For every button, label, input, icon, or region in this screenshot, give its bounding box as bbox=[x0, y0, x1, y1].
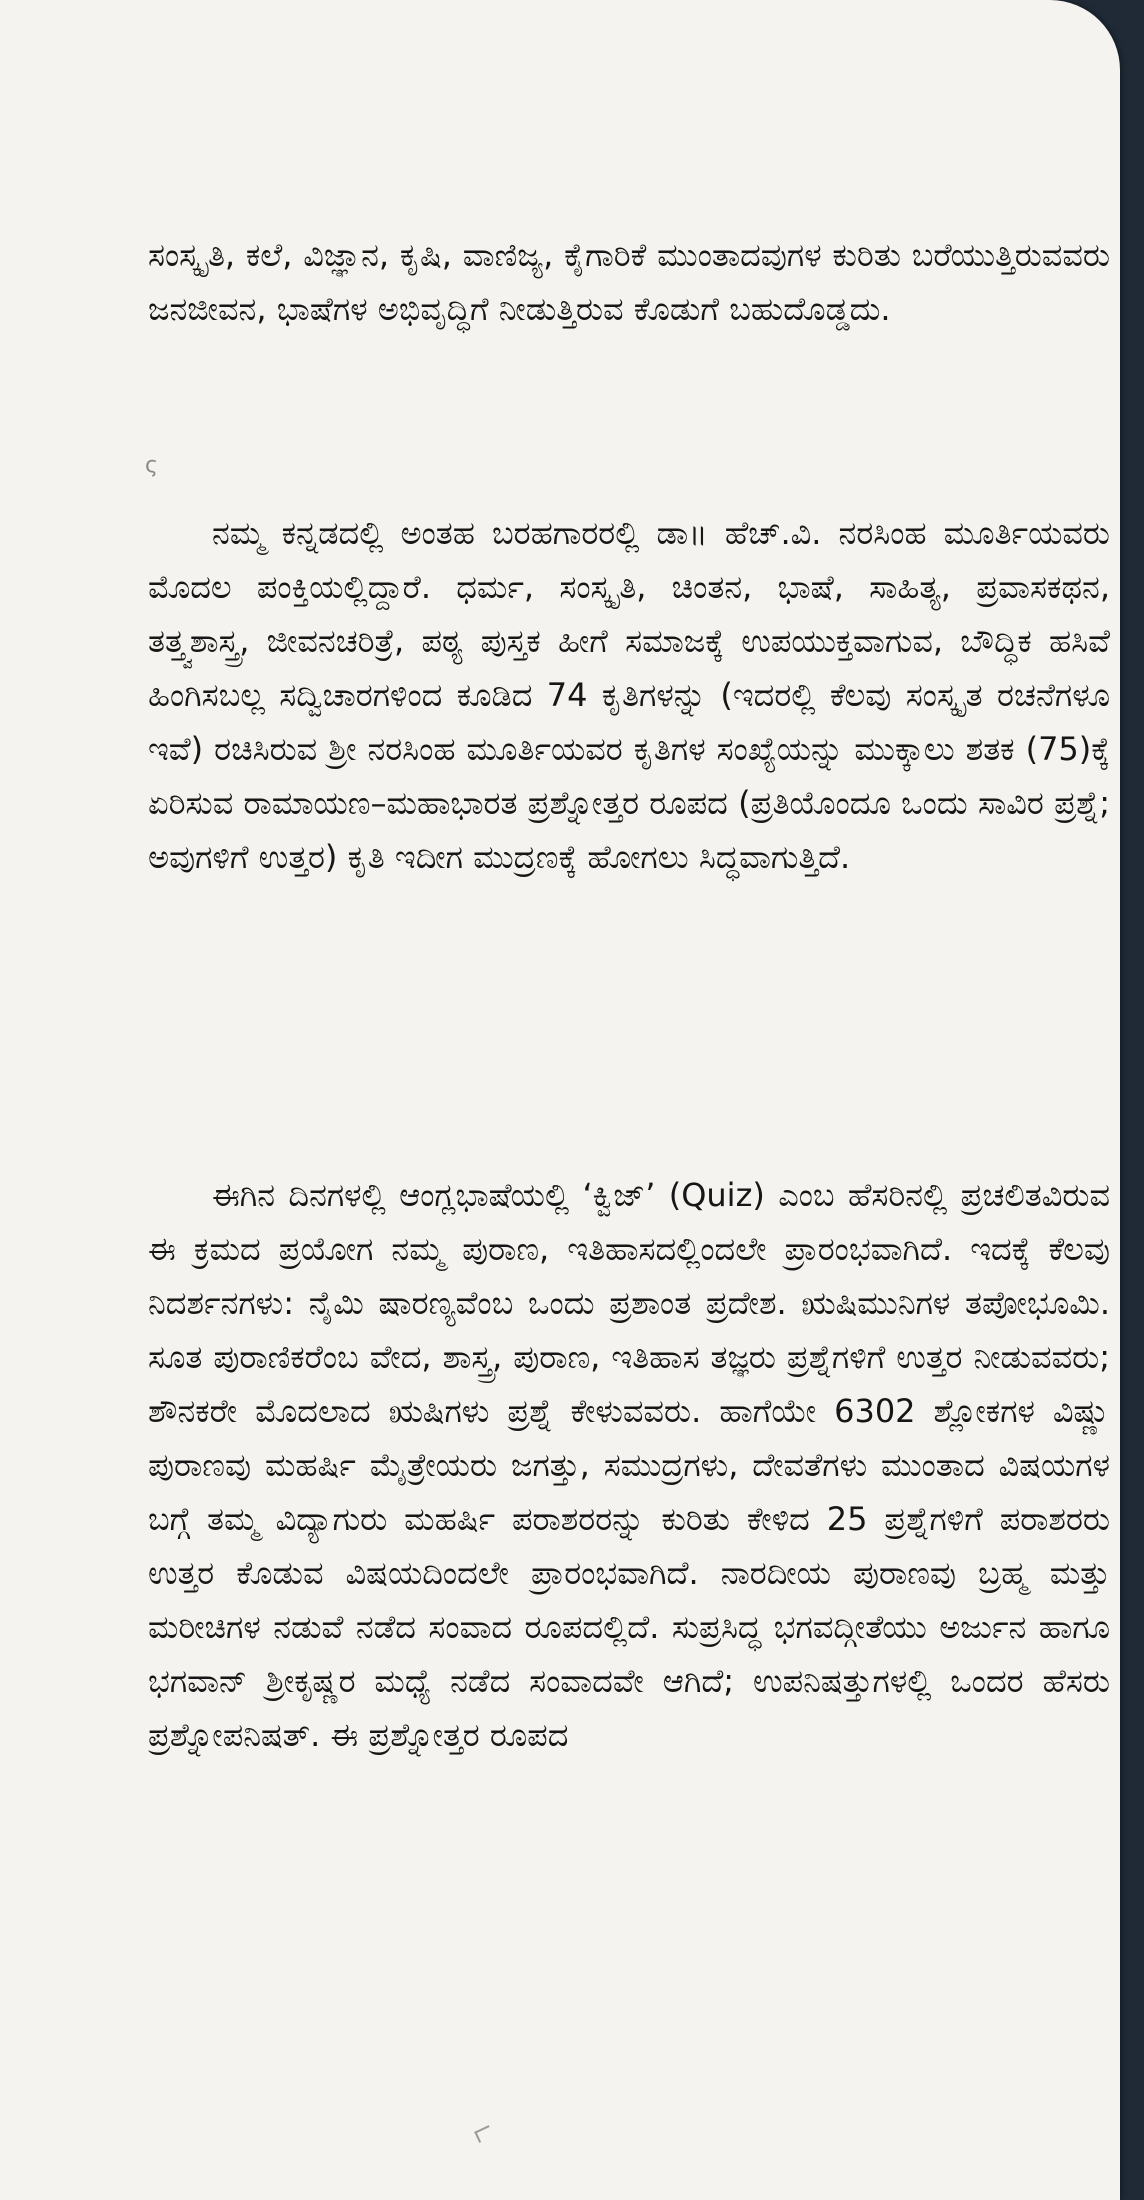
paragraph-1: ಸಂಸ್ಕೃತಿ, ಕಲೆ, ವಿಜ್ಞಾನ, ಕೃಷಿ, ವಾಣಿಜ್ಯ, ಕೈಗಾರಿಕೆ ಮುಂತಾದವುಗಳ ಕುರಿತು ಬರೆಯುತ್ತಿರುವವರು ಜನಜೀವನ, ಭಾಷೆಗಳ ಅಭಿವೃದ್ಧಿಗೆ ನೀಡುತ್ತಿರುವ ಕೊಡುಗೆ ಬಹುದೊಡ್ಡದು. bbox=[148, 236, 1110, 328]
page-speck-mark bbox=[474, 2125, 494, 2143]
paragraph-2: ನಮ್ಮ ಕನ್ನಡದಲ್ಲಿ ಅಂತಹ ಬರಹಗಾರರಲ್ಲಿ ಡಾ॥ ಹೆಚ್.ವಿ. ನರಸಿಂಹ ಮೂರ್ತಿಯವರು ಮೊದಲ ಪಂಕ್ತಿಯಲ್ಲಿದ್ದಾರೆ. ಧರ್ಮ, ಸಂಸ್ಕೃತಿ, ಚಿಂತನ, ಭಾಷೆ, ಸಾಹಿತ್ಯ, ಪ್ರವಾಸಕಥನ, ತತ್ತ್ವಶಾಸ್ತ್ರ, ಜೀವನಚರಿತ್ರೆ, ಪಠ್ಯ ಪುಸ್ತಕ ಹೀಗೆ ಸಮಾಜಕ್ಕೆ ಉಪಯುಕ್ತವಾಗುವ, ಬೌದ್ಧಿಕ ಹಸಿವೆ ಹಿಂಗಿಸಬಲ್ಲ ಸದ್ವಿಚಾರಗಳಿಂದ ಕೂಡಿದ 74 ಕೃತಿಗಳನ್ನು (ಇದರಲ್ಲಿ ಕೆಲವು ಸಂಸ್ಕೃತ ರಚನೆಗಳೂ ಇವೆ) ರಚಿಸಿರುವ ಶ್ರೀ ನರಸಿಂಹ ಮೂರ್ತಿಯವರ ಕೃತಿಗಳ ಸಂಖ್ಯೆಯನ್ನು ಮುಕ್ಕಾಲು ಶತಕ (75)ಕ್ಕೆ ಏರಿಸುವ ರಾಮಾಯಣ–ಮಹಾಭಾರತ ಪ್ರಶ್ನೋತ್ತರ ರೂಪದ (ಪ್ರತಿಯೊಂದೂ ಒಂದು ಸಾವಿರ ಪ್ರಶ್ನೆ; ಅವುಗಳಿಗೆ ಉತ್ತರ) ಕೃತಿ ಇದೀಗ ಮುದ್ರಣಕ್ಕೆ ಹೋಗಲು ಸಿದ್ಧವಾಗುತ್ತಿದೆ. bbox=[148, 514, 1110, 876]
margin-mark: ς bbox=[145, 453, 158, 478]
paragraph-3: ಈಗಿನ ದಿನಗಳಲ್ಲಿ ಆಂಗ್ಲಭಾಷೆಯಲ್ಲಿ ‘ಕ್ವಿಜ್’ (Quiz) ಎಂಬ ಹೆಸರಿನಲ್ಲಿ ಪ್ರಚಲಿತವಿರುವ ಈ ಕ್ರಮದ ಪ್ರಯೋಗ ನಮ್ಮ ಪುರಾಣ, ಇತಿಹಾಸದಲ್ಲಿಂದಲೇ ಪ್ರಾರಂಭವಾಗಿದೆ. ಇದಕ್ಕೆ ಕೆಲವು ನಿದರ್ಶನಗಳು: ನೈಮಿ ಷಾರಣ್ಯವೆಂಬ ಒಂದು ಪ್ರಶಾಂತ ಪ್ರದೇಶ. ಋಷಿಮುನಿಗಳ ತಪೋಭೂಮಿ. ಸೂತ ಪುರಾಣಿಕರೆಂಬ ವೇದ, ಶಾಸ್ತ್ರ, ಪುರಾಣ, ಇತಿಹಾಸ ತಜ್ಞರು ಪ್ರಶ್ನೆಗಳಿಗೆ ಉತ್ತರ ನೀಡುವವರು; ಶೌನಕರೇ ಮೊದಲಾದ ಋಷಿಗಳು ಪ್ರಶ್ನೆ ಕೇಳುವವರು. ಹಾಗೆಯೇ 6302 ಶ್ಲೋಕಗಳ ವಿಷ್ಣು ಪುರಾಣವು ಮಹರ್ಷಿ ಮೈತ್ರೇಯರು ಜಗತ್ತು, ಸಮುದ್ರಗಳು, ದೇವತೆಗಳು ಮುಂತಾದ ವಿಷಯಗಳ ಬಗ್ಗೆ ತಮ್ಮ ವಿದ್ಯಾಗುರು ಮಹರ್ಷಿ ಪರಾಶರರನ್ನು ಕುರಿತು ಕೇಳಿದ 25 ಪ್ರಶ್ನೆಗಳಿಗೆ ಪರಾಶರರು ಉತ್ತರ ಕೊಡುವ ವಿಷಯದಿಂದಲೇ ಪ್ರಾರಂಭವಾಗಿದೆ. ನಾರದೀಯ ಪುರಾಣವು ಬ್ರಹ್ಮ ಮತ್ತು ಮರೀಚಿಗಳ ನಡುವೆ ನಡೆದ ಸಂವಾದ ರೂಪದಲ್ಲಿದೆ. ಸುಪ್ರಸಿದ್ಧ ಭಗವದ್ಗೀತೆಯು ಅರ್ಜುನ ಹಾಗೂ ಭಗವಾನ್ ಶ್ರೀಕೃಷ್ಣರ ಮಧ್ಯೆ ನಡೆದ ಸಂವಾದವೇ ಆಗಿದೆ; ಉಪನಿಷತ್ತುಗಳಲ್ಲಿ ಒಂದರ ಹೆಸರು ಪ್ರಶ್ನೋಪನಿಷತ್. ಈ ಪ್ರಶ್ನೋತ್ತರ ರೂಪದ bbox=[148, 1176, 1110, 1754]
